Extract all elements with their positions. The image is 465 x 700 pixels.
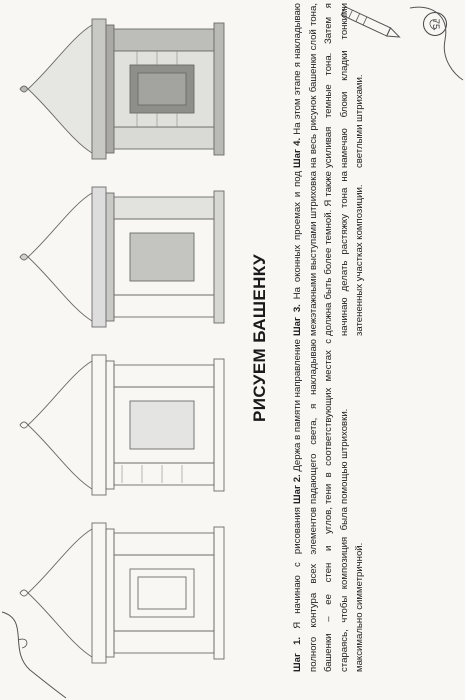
step-1-text <box>290 507 368 672</box>
step-4-label: Шаг 4. <box>292 134 303 168</box>
step-1-body: Я начинаю с рисования полного контура всех элементов башенки – ее стен и углов, стараясь, чтобы композиция была максимально симметричной. <box>292 507 366 672</box>
page-title: РИСУЕМ БАШЕНКУ <box>250 254 269 422</box>
step-3-body: На оконных проемах и под межэтажными выступами штриховка должна быть более темной. Я также начинаю делать растяжку тона на затененных участках композиции. <box>292 171 366 336</box>
turret-drawing-step-2 <box>12 342 232 507</box>
step-4-body: На этом этапе я накладываю на весь рисунок башенки слой тона, усиливая темные тона. Затем я намечаю блоки кладки тонкими светлыми штрихами. <box>292 3 366 168</box>
turret-drawing-step-3 <box>12 174 232 339</box>
turret-drawing-step-4 <box>12 6 232 171</box>
step-4-text <box>290 3 368 168</box>
page-number: 75 <box>423 12 447 36</box>
turret-drawing-step-1 <box>12 510 232 675</box>
step-2-label: Шаг 2. <box>292 471 303 504</box>
step-3-text <box>290 171 368 336</box>
step-2-body: Держа в памяти направление падающего света, я накладываю тени в соответствующих местах с помощью штриховки. <box>292 339 350 504</box>
step-3-label: Шаг 3. <box>292 299 303 336</box>
step-2-text <box>290 339 352 504</box>
step-1-label: Шаг 1. <box>292 628 303 672</box>
